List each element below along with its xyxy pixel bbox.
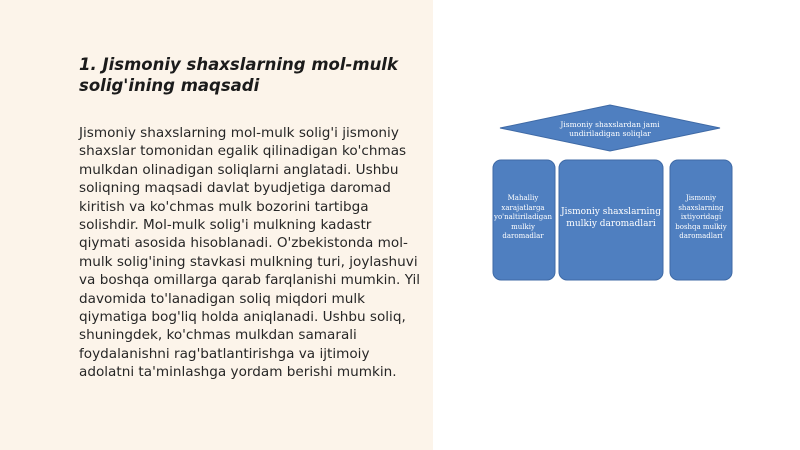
- tax-diagram: [490, 100, 735, 285]
- box-left-label: Mahalliy xarajatlarga yo'naltiriladigan mulkiy daromadlar: [494, 194, 552, 241]
- box-center-label: Jismoniy shaxslarning mulkiy daromadlari: [561, 207, 661, 229]
- slide-title: 1. Jismoniy shaxslarning mol-mulk solig'ining maqsadi: [79, 55, 398, 95]
- diamond-label: Jismoniy shaxslardan jami undiriladigan soliqlar: [560, 120, 660, 138]
- slide-body: Jismoniy shaxslarning mol-mulk solig'i jismoniy shaxslar tomonidan egalik qilinadigan ko'chmas mulkdan olinadigan soliqlarni anglatadi. Ushbu soliqning maqsadi davlat byudjetiga daromad kiritish va ko'chmas mulk bozorini tartibga solishdir. Mol-mulk solig'i mulkning kadastr qiymati asosida hisoblanadi. O'zbekistonda mol-mulk solig'ining stavkasi mulkning turi, joylashuvi va boshqa omillarga qarab farqlanishi mumkin. Yil davomida to'lanadigan soliq miqdori mulk qiymatiga bog'liq holda aniqlanadi. Ushbu soliq, shuningdek, ko'chmas mulkdan samarali foydalanishni rag'batlantirishga va ijtimoiy adolatni ta'minlashga yordam berishi mumkin.: [79, 125, 421, 381]
- box-right-label: Jismoniy shaxslarning ixtiyoridagi boshqa mulkiy daromadlari: [675, 194, 727, 241]
